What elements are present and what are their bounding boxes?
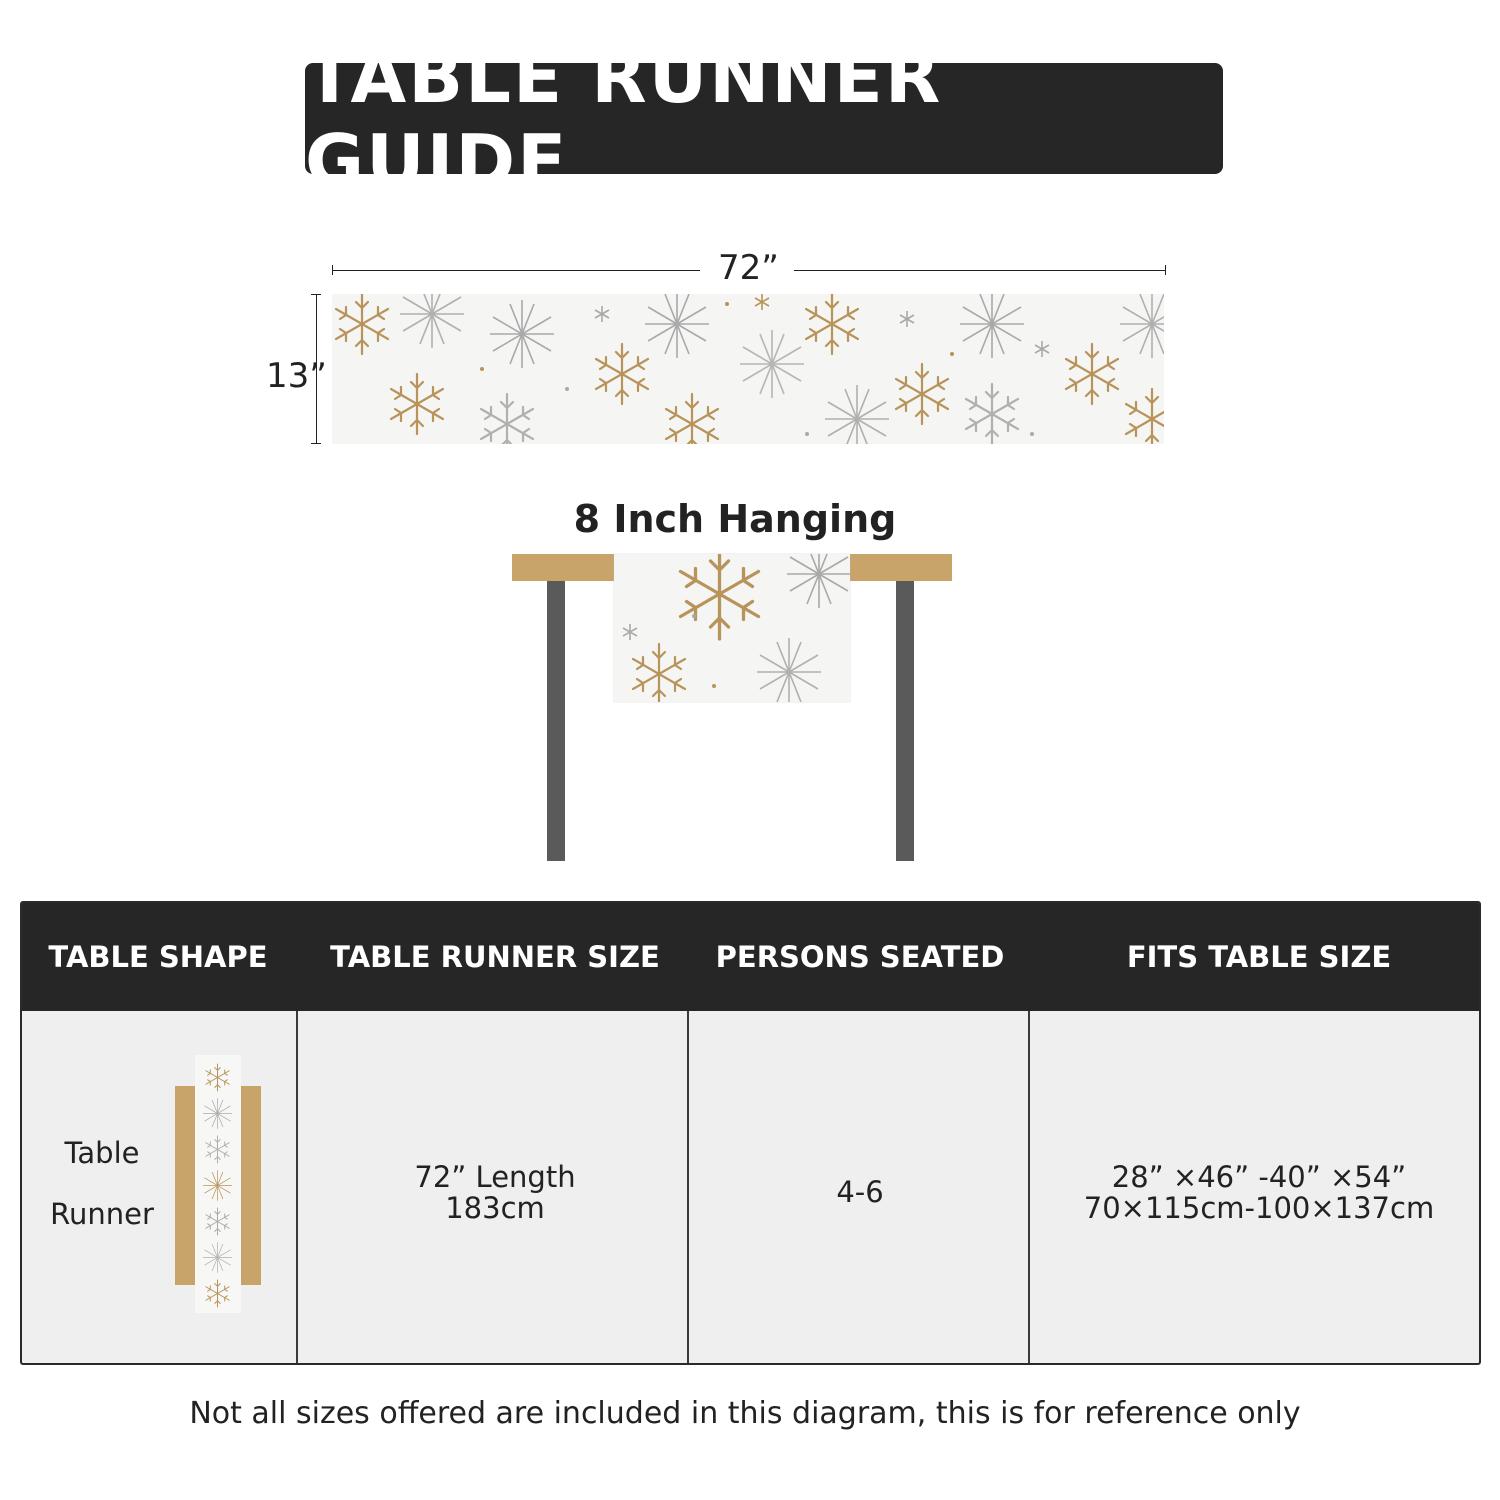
- width-dimension-label: 13”: [266, 356, 327, 396]
- header-persons-seated: PERSONS SEATED: [715, 940, 1005, 974]
- fits-size-inches: 28” ×46” -40” ×54”: [1111, 1160, 1407, 1194]
- table-leg-right: [896, 581, 914, 861]
- table-leg-left: [547, 581, 565, 861]
- hanging-snowflake-pattern: [614, 554, 850, 702]
- title-banner: [305, 34, 1223, 203]
- dim-tick-bottom: [311, 443, 321, 444]
- runner-size-length: 72” Length: [414, 1160, 576, 1194]
- mini-snowflake-pattern: [195, 1055, 241, 1313]
- size-table: [20, 901, 1481, 1365]
- runner-size-cm: 183cm: [445, 1191, 545, 1225]
- shape-label-line2: Runner: [50, 1197, 154, 1231]
- persons-seated-value: 4-6: [836, 1175, 884, 1209]
- length-dimension-line-right: [794, 270, 1166, 271]
- header-table-runner-size: TABLE RUNNER SIZE: [330, 940, 660, 974]
- table-top-left: [512, 554, 614, 581]
- mini-runner-illustration: [195, 1055, 241, 1313]
- column-divider-1: [296, 1011, 298, 1363]
- shape-label-line1: Table: [64, 1136, 140, 1170]
- table-top-right: [850, 554, 952, 581]
- header-fits-table-size: FITS TABLE SIZE: [1126, 940, 1392, 974]
- length-dimension-line-left: [332, 270, 700, 271]
- fits-size-cm: 70×115cm-100×137cm: [1083, 1191, 1435, 1225]
- header-table-shape: TABLE SHAPE: [48, 940, 268, 974]
- length-dimension-label: 72”: [718, 248, 779, 288]
- dim-tick-right: [1165, 265, 1166, 275]
- page-title: TABLE RUNNER GUIDE: [305, 34, 943, 203]
- snowflake-pattern: [332, 294, 1164, 444]
- table-runner-pattern-image: [332, 294, 1164, 444]
- hanging-runner-image: [614, 554, 850, 702]
- hanging-label: 8 Inch Hanging: [573, 497, 897, 541]
- size-table-header: [22, 903, 1479, 1011]
- footnote: Not all sizes offered are included in this diagram, this is for reference only: [189, 1396, 1301, 1431]
